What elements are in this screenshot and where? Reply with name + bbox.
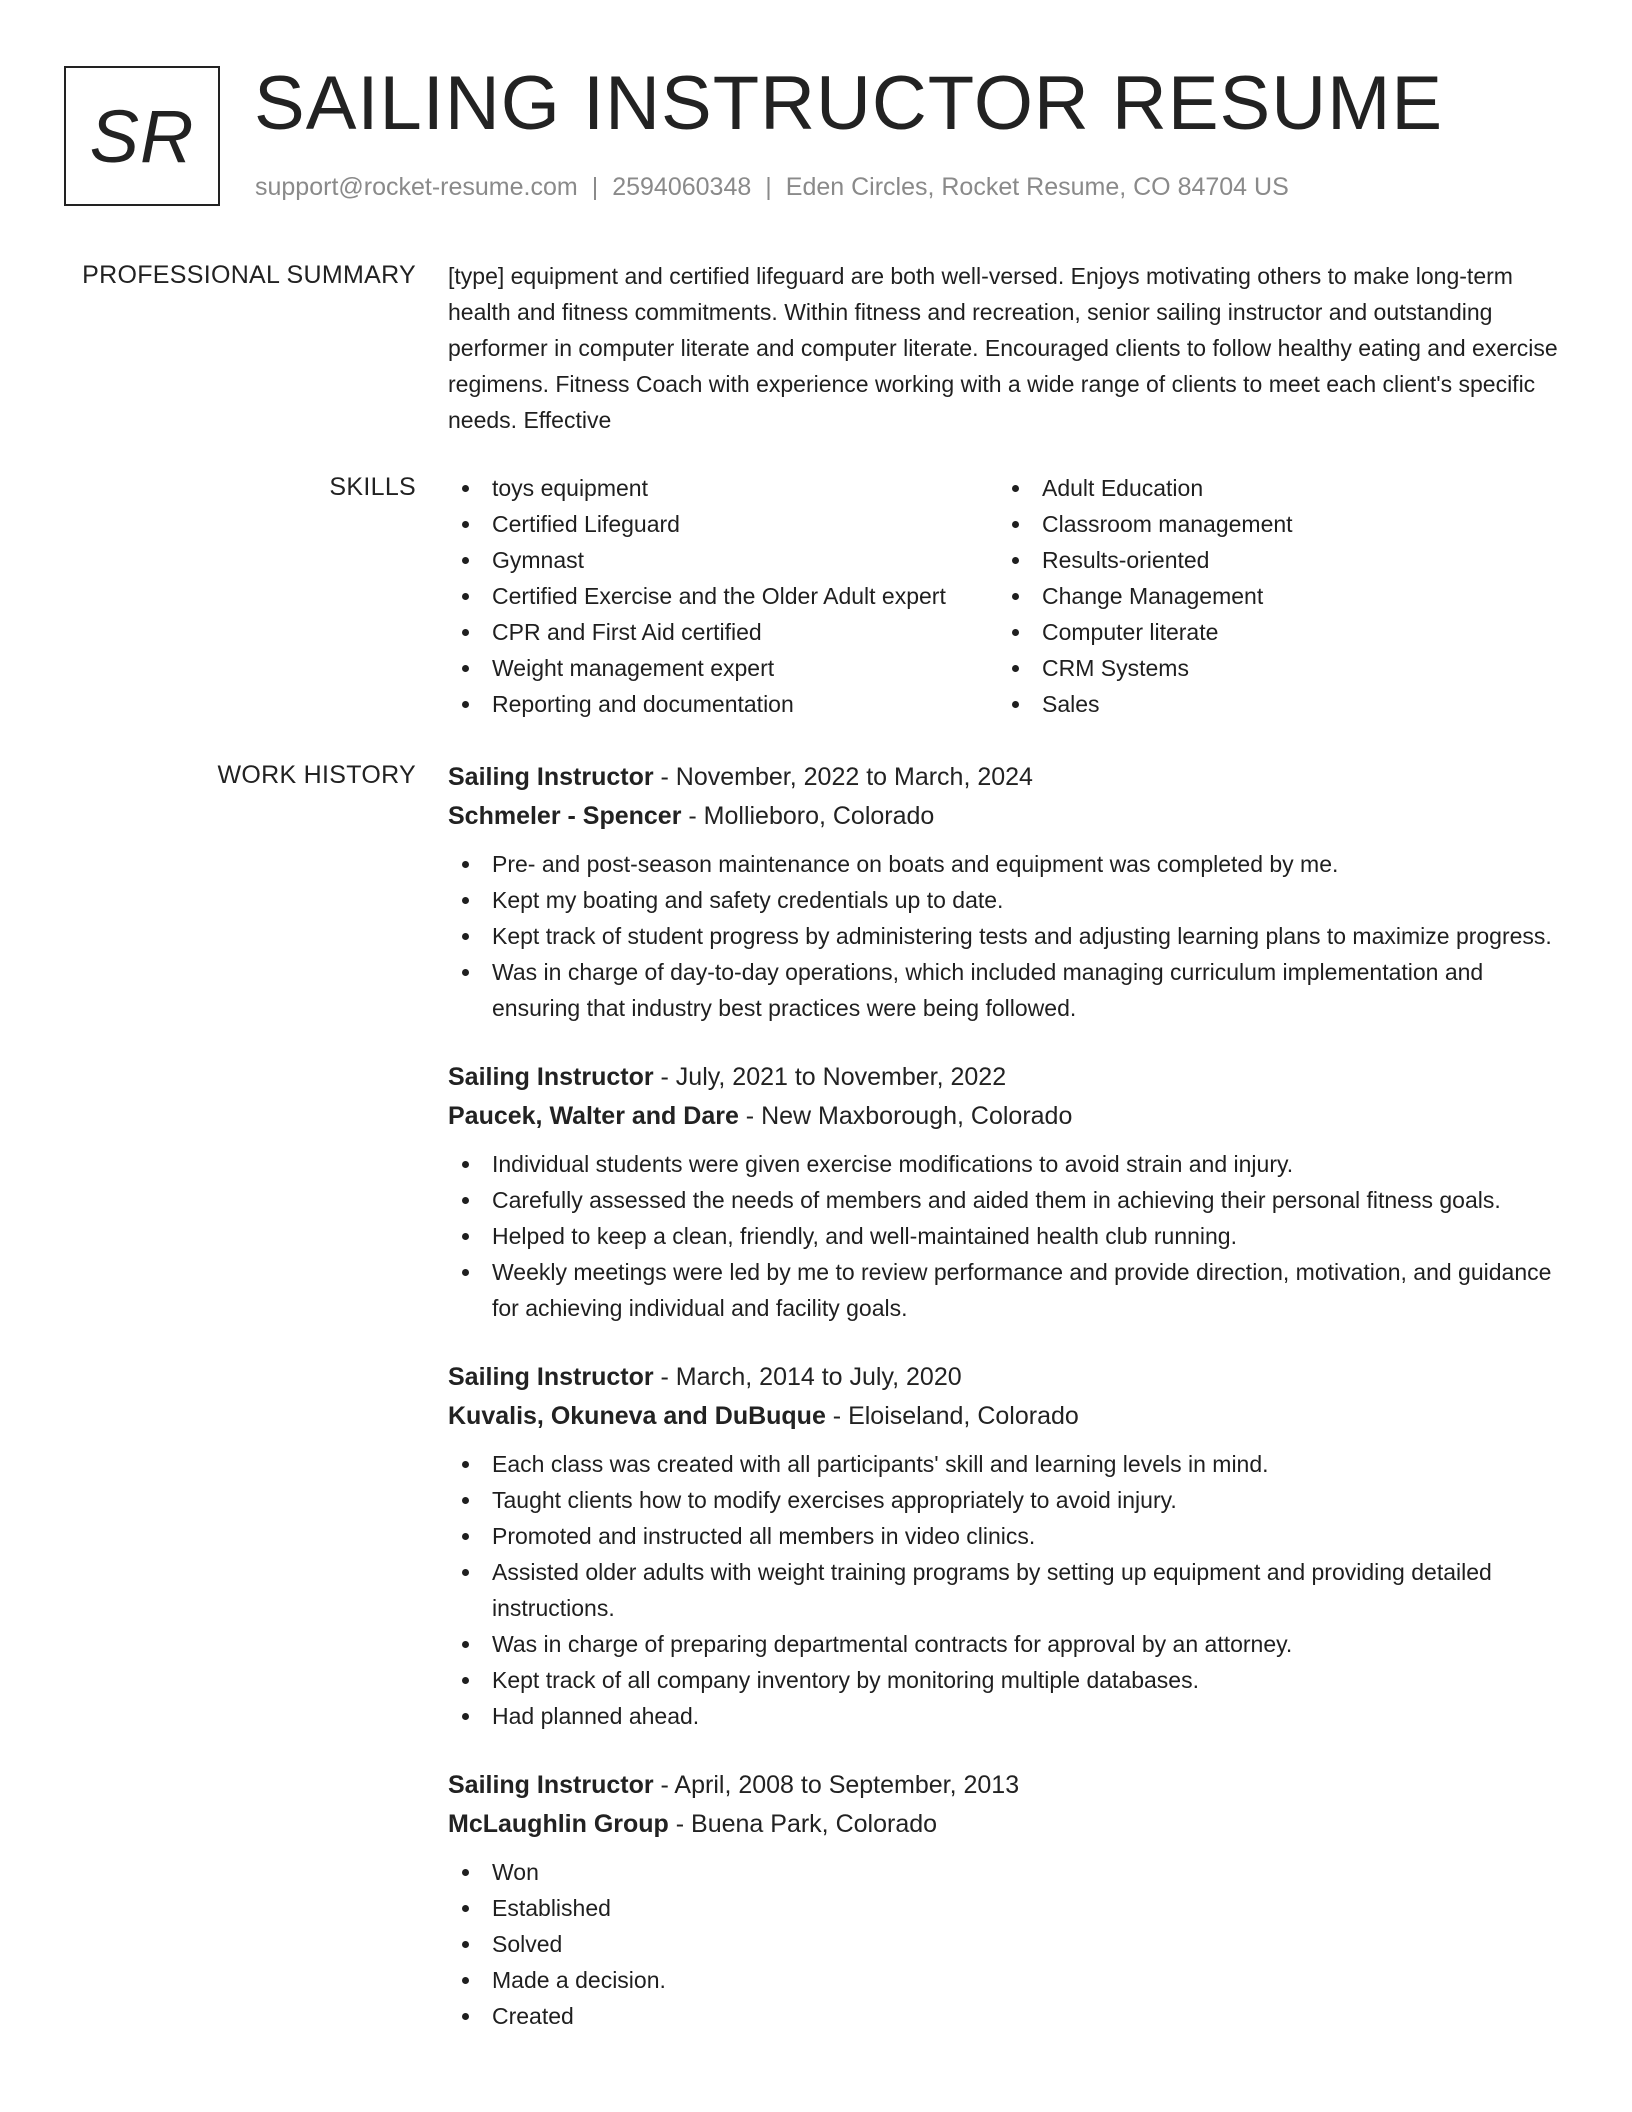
job-company-line — [448, 1805, 1568, 1844]
job-entry — [448, 1358, 1568, 1734]
job-location: - Mollieboro, Colorado — [681, 802, 935, 830]
job-location: - New Maxborough, Colorado — [738, 1102, 1073, 1130]
list-item: Kept my boating and safety credentials up to date. — [448, 882, 1568, 918]
job-title-line — [448, 758, 1568, 797]
list-item: Weekly meetings were led by me to review performance and provide direction, motivation, and guidance for achieving individual and facility goals. — [448, 1254, 1568, 1326]
job-company: Schmeler - Spencer — [448, 802, 682, 830]
job-title-line — [448, 1766, 1568, 1805]
contact-separator: | — [591, 173, 599, 201]
skills-list-right — [998, 470, 1548, 722]
skills-heading: SKILLS — [329, 473, 416, 501]
resume-title: SAILING INSTRUCTOR RESUME — [254, 61, 1444, 146]
list-item: Assisted older adults with weight training programs by setting up equipment and providing detailed instructions. — [448, 1554, 1568, 1626]
monogram-logo: SR — [64, 66, 220, 206]
list-item: Change Management — [998, 578, 1548, 614]
summary-heading: PROFESSIONAL SUMMARY — [82, 261, 416, 289]
job-company-line — [448, 1397, 1568, 1436]
list-item: Pre- and post-season maintenance on boats and equipment was completed by me. — [448, 846, 1568, 882]
list-item: Adult Education — [998, 470, 1548, 506]
job-company-line — [448, 797, 1568, 836]
job-location: - Eloiseland, Colorado — [825, 1402, 1079, 1430]
contact-line — [255, 173, 1289, 202]
list-item: Created — [448, 1998, 1568, 2034]
work-heading: WORK HISTORY — [217, 761, 416, 789]
job-title: Sailing Instructor — [448, 1771, 654, 1799]
job-duties-list — [448, 846, 1568, 1026]
job-entry — [448, 758, 1568, 1026]
contact-separator: | — [765, 173, 772, 201]
list-item: Established — [448, 1890, 1568, 1926]
list-item: Certified Lifeguard — [448, 506, 998, 542]
job-company: Kuvalis, Okuneva and DuBuque — [448, 1402, 826, 1430]
list-item: Kept track of all company inventory by monitoring multiple databases. — [448, 1662, 1568, 1698]
list-item: Kept track of student progress by administering tests and adjusting learning plans to maximize progress. — [448, 918, 1568, 954]
job-title: Sailing Instructor — [448, 1063, 654, 1091]
list-item: Carefully assessed the needs of members and aided them in achieving their personal fitness goals. — [448, 1182, 1568, 1218]
work-history-list — [448, 758, 1568, 2066]
list-item: Reporting and documentation — [448, 686, 998, 722]
job-dates: - November, 2022 to March, 2024 — [653, 763, 1033, 791]
job-title: Sailing Instructor — [448, 763, 654, 791]
list-item: Results-oriented — [998, 542, 1548, 578]
job-company: McLaughlin Group — [448, 1810, 669, 1838]
list-item: Had planned ahead. — [448, 1698, 1568, 1734]
contact-phone[interactable]: 2594060348 — [612, 173, 752, 201]
list-item: Was in charge of preparing departmental contracts for approval by an attorney. — [448, 1626, 1568, 1662]
list-item: Individual students were given exercise modifications to avoid strain and injury. — [448, 1146, 1568, 1182]
list-item: Was in charge of day-to-day operations, which included managing curriculum implementation and ensuring that industry best practices were being followed. — [448, 954, 1568, 1026]
list-item: Weight management expert — [448, 650, 998, 686]
list-item: Each class was created with all participants' skill and learning levels in mind. — [448, 1446, 1568, 1482]
job-title: Sailing Instructor — [448, 1363, 654, 1391]
list-item: Promoted and instructed all members in video clinics. — [448, 1518, 1568, 1554]
contact-address: Eden Circles, Rocket Resume, CO 84704 US — [785, 173, 1289, 201]
job-entry — [448, 1058, 1568, 1326]
skills-columns — [448, 470, 1568, 722]
list-item: CPR and First Aid certified — [448, 614, 998, 650]
list-item: Certified Exercise and the Older Adult expert — [448, 578, 998, 614]
list-item: Won — [448, 1854, 1568, 1890]
job-duties-list — [448, 1854, 1568, 2034]
list-item: CRM Systems — [998, 650, 1548, 686]
job-duties-list — [448, 1146, 1568, 1326]
job-company-line — [448, 1097, 1568, 1136]
list-item: Computer literate — [998, 614, 1548, 650]
list-item: Made a decision. — [448, 1962, 1568, 1998]
list-item: Helped to keep a clean, friendly, and well-maintained health club running. — [448, 1218, 1568, 1254]
job-dates: - April, 2008 to September, 2013 — [653, 1771, 1020, 1799]
job-company: Paucek, Walter and Dare — [448, 1102, 739, 1130]
list-item: Sales — [998, 686, 1548, 722]
summary-text: [type] equipment and certified lifeguard are both well-versed. Enjoys motivating others to make long-term health and fitness commitments. Within fitness and recreation, senior sailing instructor and outstanding performer in computer literate and computer literate. Encouraged clients to follow healthy eating and exercise regimens. Fitness Coach with experience working with a wide range of clients to meet each client's specific needs. Effective — [448, 263, 1558, 433]
job-entry — [448, 1766, 1568, 2034]
skills-list-left — [448, 470, 998, 722]
job-title-line — [448, 1058, 1568, 1097]
job-duties-list — [448, 1446, 1568, 1734]
list-item: Solved — [448, 1926, 1568, 1962]
list-item: Classroom management — [998, 506, 1548, 542]
contact-email[interactable]: support@rocket-resume.com — [255, 173, 578, 201]
list-item: toys equipment — [448, 470, 998, 506]
job-dates: - July, 2021 to November, 2022 — [653, 1063, 1007, 1091]
list-item: Taught clients how to modify exercises appropriately to avoid injury. — [448, 1482, 1568, 1518]
job-location: - Buena Park, Colorado — [668, 1810, 938, 1838]
job-title-line — [448, 1358, 1568, 1397]
list-item: Gymnast — [448, 542, 998, 578]
job-dates: - March, 2014 to July, 2020 — [653, 1363, 962, 1391]
